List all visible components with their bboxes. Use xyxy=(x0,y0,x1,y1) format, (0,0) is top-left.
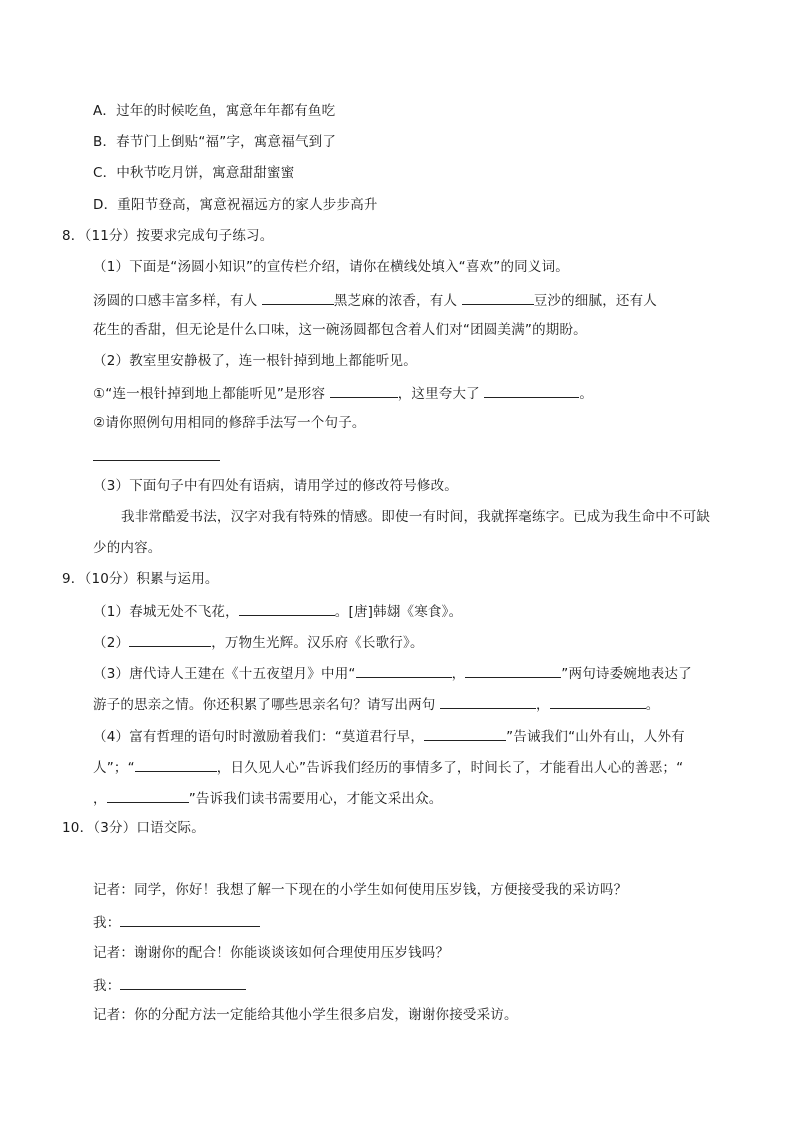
text: 。 xyxy=(579,386,594,402)
answer-blank[interactable] xyxy=(356,662,452,678)
answer-line[interactable] xyxy=(93,460,220,461)
text: 我： xyxy=(93,978,121,994)
q8-part1-instruction: （1）下面是“汤圆小知识”的宣传栏介绍，请你在横线处填入“喜欢”的同义词。 xyxy=(93,259,569,275)
text: （2） xyxy=(93,635,130,651)
text: ， xyxy=(93,791,107,807)
text: ”告诫我们“山外有山，人外有 xyxy=(506,729,685,745)
student-reply-1 xyxy=(93,911,260,933)
text: ，这里夸大了 xyxy=(397,386,485,402)
q9-part1 xyxy=(93,600,462,622)
q9-part4-line2 xyxy=(93,756,683,778)
option-b: B．春节门上倒贴“福”字，寓意福气到了 xyxy=(93,134,337,150)
q8-part2-instruction: （2）教室里安静极了，连一根针掉到地上都能听见。 xyxy=(93,353,417,369)
answer-blank[interactable] xyxy=(129,631,211,647)
text: 黑芝麻的浓香，有人 xyxy=(333,293,462,309)
q8-part2-question1 xyxy=(93,382,593,404)
q8-part3-sentence-line2: 少的内容。 xyxy=(93,540,162,556)
text: ，万物生光辉。汉乐府《长歌行》。 xyxy=(211,635,424,651)
q9-part2 xyxy=(93,631,424,653)
text: 游子的思亲之情。你还积累了哪些思亲名句？请写出两句 xyxy=(93,697,440,713)
text: 豆沙的细腻，还有人 xyxy=(533,293,658,309)
question-10-heading: 10．（3分）口语交际。 xyxy=(62,820,205,836)
q8-part2-question2: ②请你照例句用相同的修辞手法写一个句子。 xyxy=(93,415,366,431)
text: ①“连一根针掉到地上都能听见”是形容 xyxy=(93,386,330,402)
question-9-heading: 9．（10分）积累与运用。 xyxy=(62,571,219,587)
answer-blank[interactable] xyxy=(239,600,335,616)
answer-blank[interactable] xyxy=(462,289,534,305)
q9-part3-line2 xyxy=(93,693,659,715)
answer-blank[interactable] xyxy=(107,787,189,803)
text: 汤圆的口感丰富多样，有人 xyxy=(93,293,262,309)
answer-blank[interactable] xyxy=(120,911,260,927)
q9-part3-line1 xyxy=(93,662,692,684)
student-reply-2 xyxy=(93,974,246,996)
reporter-line-3: 记者：你的分配方法一定能给其他小学生很多启发，谢谢你接受采访。 xyxy=(93,1007,518,1023)
option-d: D．重阳节登高，寓意祝福远方的家人步步高升 xyxy=(93,197,378,213)
option-c: C．中秋节吃月饼，寓意甜甜蜜蜜 xyxy=(93,165,295,181)
question-8-heading: 8．（11分）按要求完成句子练习。 xyxy=(62,228,274,244)
text: ，日久见人心”告诉我们经历的事情多了，时间长了，才能看出人心的善恶；“ xyxy=(216,760,684,776)
text: ， xyxy=(536,697,550,713)
text: ， xyxy=(451,666,466,682)
text: 人”；“ xyxy=(93,760,135,776)
answer-blank[interactable] xyxy=(262,289,334,305)
answer-blank[interactable] xyxy=(120,974,246,990)
text: （4）富有哲理的语句时时激励着我们：“莫道君行早， xyxy=(93,729,425,745)
text: 。 xyxy=(645,697,660,713)
answer-blank[interactable] xyxy=(330,382,398,398)
answer-blank[interactable] xyxy=(550,693,646,709)
text: （1）春城无处不飞花， xyxy=(93,604,239,620)
answer-blank[interactable] xyxy=(484,382,579,398)
q9-part4-line1 xyxy=(93,725,685,747)
q8-part1-line1 xyxy=(93,289,657,311)
text: 。[唐]韩翃《寒食》。 xyxy=(334,604,463,620)
answer-blank[interactable] xyxy=(440,693,536,709)
text: 我： xyxy=(93,915,121,931)
q8-part3-instruction: （3）下面句子中有四处有语病，请用学过的修改符号修改。 xyxy=(93,478,458,494)
answer-blank[interactable] xyxy=(465,662,561,678)
text: ”两句诗委婉地表达了 xyxy=(561,666,692,682)
q8-part1-line2: 花生的香甜，但无论是什么口味，这一碗汤圆都包含着人们对“团圆美满”的期盼。 xyxy=(93,322,587,338)
answer-blank[interactable] xyxy=(135,756,217,772)
text: ”告诉我们读书需要用心，才能文采出众。 xyxy=(188,791,443,807)
option-a: A．过年的时候吃鱼，寓意年年都有鱼吃 xyxy=(93,103,336,119)
text: （3）唐代诗人王建在《十五夜望月》中用“ xyxy=(93,666,356,682)
answer-blank[interactable] xyxy=(424,725,506,741)
q8-part3-sentence-line1: 我非常酷爱书法，汉字对我有特殊的情感。即使一有时间，我就挥毫练字。已成为我生命中不可缺 xyxy=(121,509,711,525)
reporter-line-1: 记者：同学，你好！我想了解一下现在的小学生如何使用压岁钱，方便接受我的采访吗？ xyxy=(93,882,628,898)
q9-part4-line3 xyxy=(93,787,443,809)
reporter-line-2: 记者：谢谢你的配合！你能谈谈该如何合理使用压岁钱吗？ xyxy=(93,945,450,961)
